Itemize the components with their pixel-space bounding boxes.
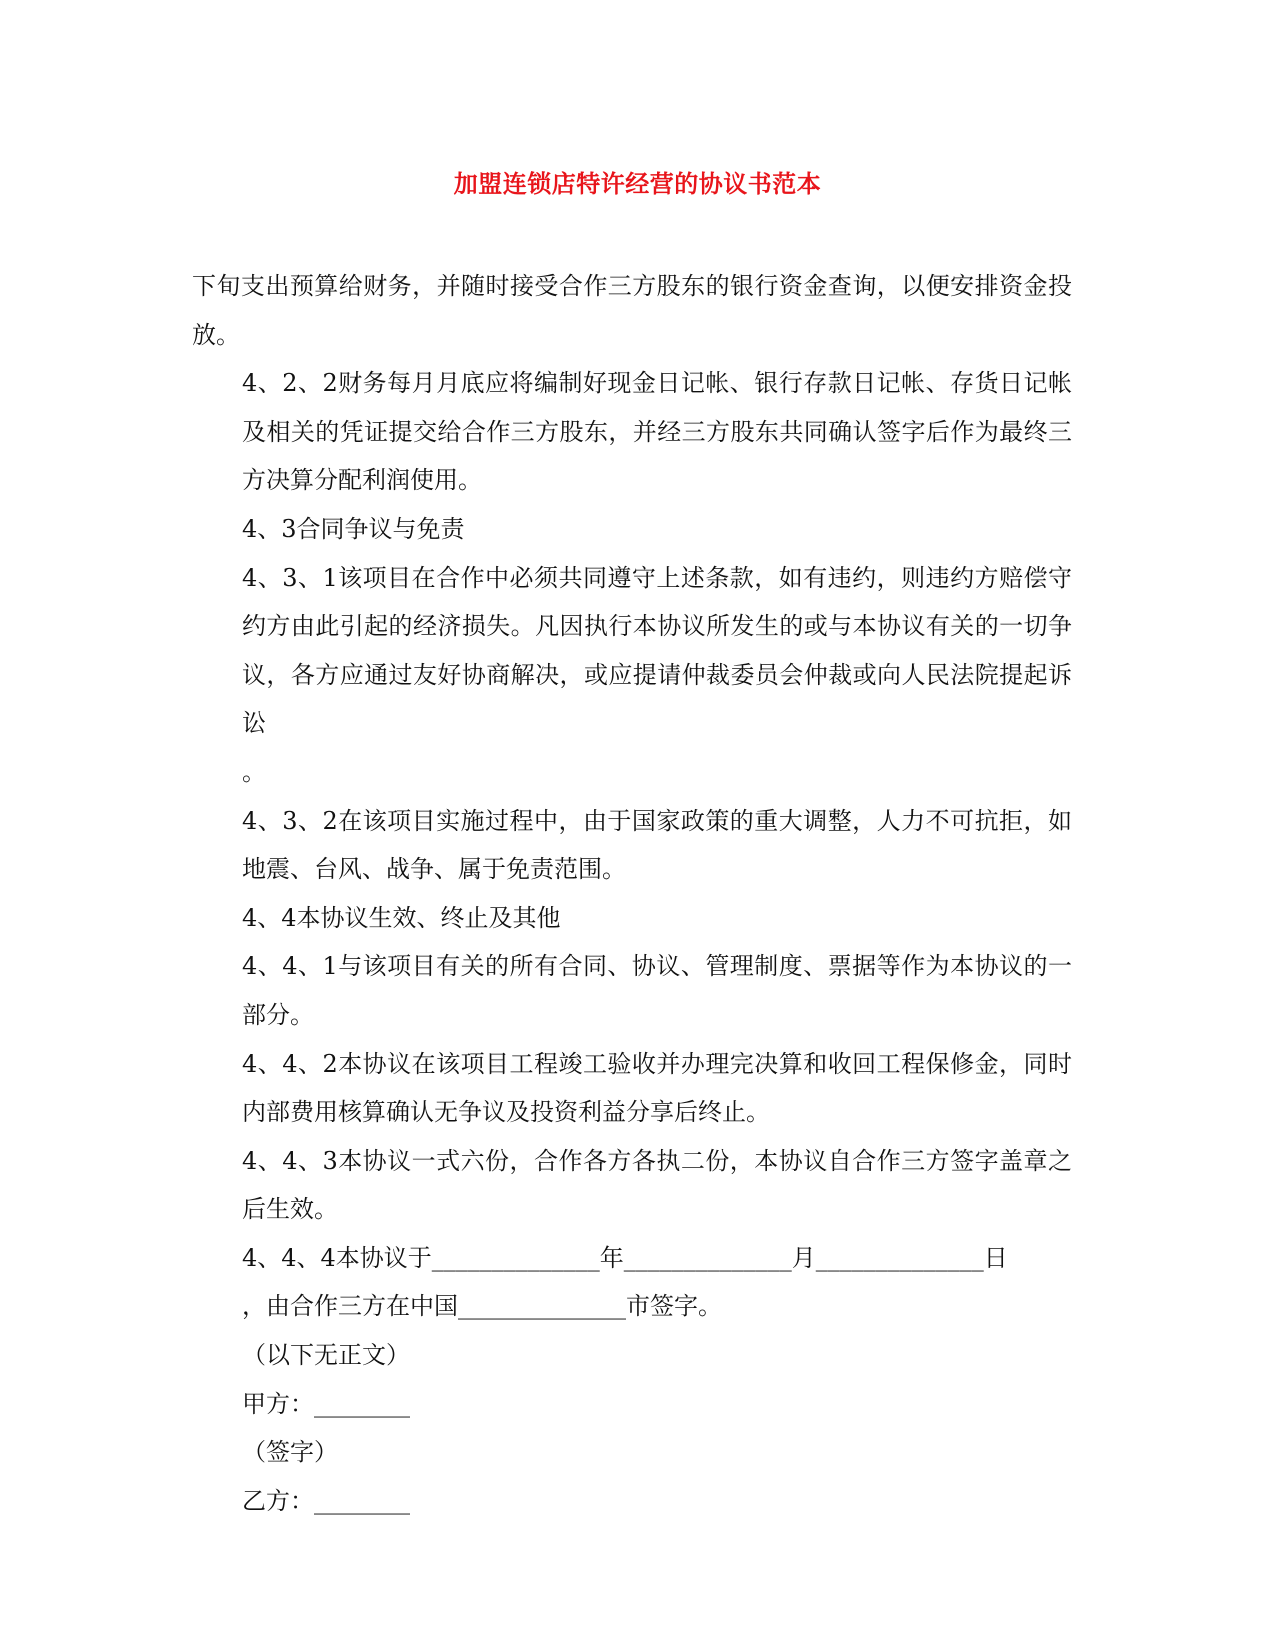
party-a-line: 甲方：________ [242,1389,410,1418]
document-title: 加盟连锁店特许经营的协议书范本 [453,169,822,198]
paragraph-4-3-1: 4、3、1该项目在合作中必须共同遵守上述条款，如有违约，则违约方赔偿守约方由此引起的经济损失。凡因执行本协议所发生的或与本协议有关的一切争议，各方应通过友好协商解决，或应提请仲裁委员会仲裁或向人民法院提起诉讼 。 [242,563,1072,786]
document-body [192,262,1072,1525]
no-further-text-note: （以下无正文） [242,1341,410,1370]
heading-4-3: 4、3合同争议与免责 [242,514,465,543]
paragraph-budget-continuation: 下旬支出预算给财务，并随时接受合作三方股东的银行资金查询，以便安排资金投放。 [192,272,1072,349]
party-b-line: 乙方：________ [242,1486,410,1515]
paragraph-4-4-1: 4、4、1与该项目有关的所有合同、协议、管理制度、票据等作为本协议的一部分。 [242,952,1072,1029]
paragraph-4-4-4: 4、4、4本协议于______________年______________月______________日 ，由合作三方在中国______________市签字。 [242,1243,1008,1321]
paragraph-4-2-2: 4、2、2财务每月月底应将编制好现金日记帐、银行存款日记帐、存货日记帐及相关的凭证提交给合作三方股东，并经三方股东共同确认签字后作为最终三方决算分配利润使用。 [242,369,1072,495]
heading-4-4: 4、4本协议生效、终止及其他 [242,903,561,932]
signature-note: （签字） [242,1438,338,1467]
paragraph-4-3-2: 4、3、2在该项目实施过程中，由于国家政策的重大调整，人力不可抗拒，如地震、台风、战争、属于免责范围。 [242,806,1072,884]
paragraph-4-4-2: 4、4、2本协议在该项目工程竣工验收并办理完决算和收回工程保修金，同时内部费用核算确认无争议及投资利益分享后终止。 [242,1049,1072,1127]
paragraph-4-4-3: 4、4、3本协议一式六份，合作各方各执二份，本协议自合作三方签字盖章之后生效。 [242,1146,1072,1224]
